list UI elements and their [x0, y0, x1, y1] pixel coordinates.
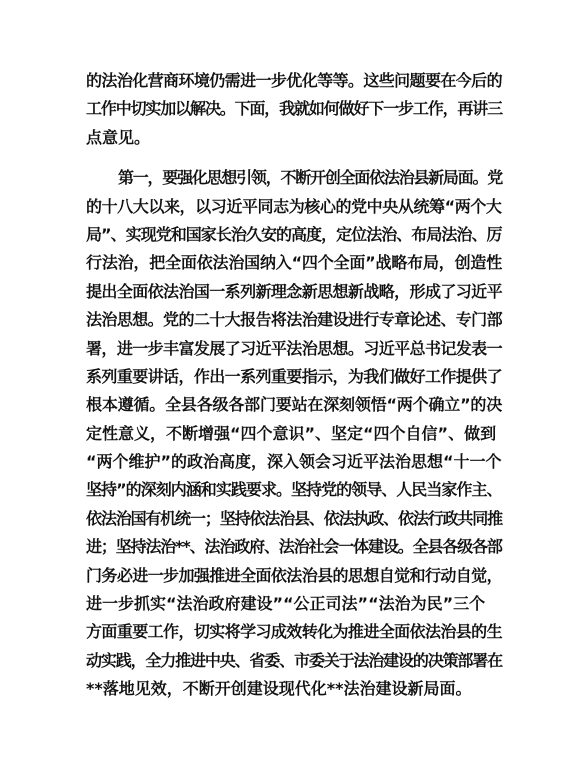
text-line: 点意见。: [86, 127, 151, 147]
text-line: 第一，要强化思想引领，不断开创全面依法治县新局面。党: [118, 168, 503, 188]
paragraph-spacer: [86, 152, 502, 164]
text-line: 法治思想。党的二十大报告将法治建设进行专章论述、专门部: [86, 310, 503, 330]
paragraph-2: [86, 164, 502, 703]
text-line: 根本遵循。全县各级各部门要站在深刻领悟“两个确立”的决: [86, 395, 503, 415]
text-line: 的十八大以来，以习近平同志为核心的党中央从统筹“两个大: [86, 196, 502, 216]
text-line: 坚持”的深刻内涵和实践要求。坚持党的领导、人民当家作主、: [86, 480, 502, 500]
text-line: 行法治，把全面依法治国纳入“四个全面”战略布局，创造性: [86, 253, 503, 273]
text-line: 动实践，全力推进中央、省委、市委关于法治建设的决策部署在: [86, 650, 503, 670]
text-line: **落地见效，不断开创建设现代化**法治建设新局面。: [86, 679, 472, 699]
text-line: 提出全面依法治国一系列新理念新思想新战略，形成了习近平: [86, 281, 503, 301]
text-line: 依法治国有机统一；坚持依法治县、依法执政、依法行政共同推: [86, 508, 503, 528]
text-line: 进一步抓实“法治政府建设”“公正司法”“法治为民”三个: [86, 594, 486, 614]
text-line: 局”、实现党和国家长治久安的高度，定位法治、布局法治、厉: [86, 224, 502, 244]
text-line: “两个维护”的政治高度，深入领会习近平法治思想“十一个: [86, 452, 502, 472]
text-line: 系列重要讲话，作出一系列重要指示，为我们做好工作提供了: [86, 366, 503, 386]
text-line: 的法治化营商环境仍需进一步优化等等。这些问题要在今后的: [86, 71, 503, 90]
paragraph-1: [86, 67, 502, 152]
document-body: [86, 67, 502, 704]
text-line: 方面重要工作，切实将学习成效转化为推进全面依法治县的生: [86, 622, 503, 642]
text-line: 门务必进一步加强推进全面依法治县的思想自觉和行动自觉，: [86, 565, 503, 585]
text-line: 进；坚持法治**、法治政府、法治社会一体建设。全县各级各部: [86, 537, 502, 557]
text-line: 工作中切实加以解决。下面，我就如何做好下一步工作，再讲三: [86, 99, 503, 119]
text-line: 署，进一步丰富发展了习近平法治思想。习近平总书记发表一: [86, 338, 503, 358]
text-line: 定性意义，不断增强“四个意识”、坚定“四个自信”、做到: [86, 423, 497, 443]
